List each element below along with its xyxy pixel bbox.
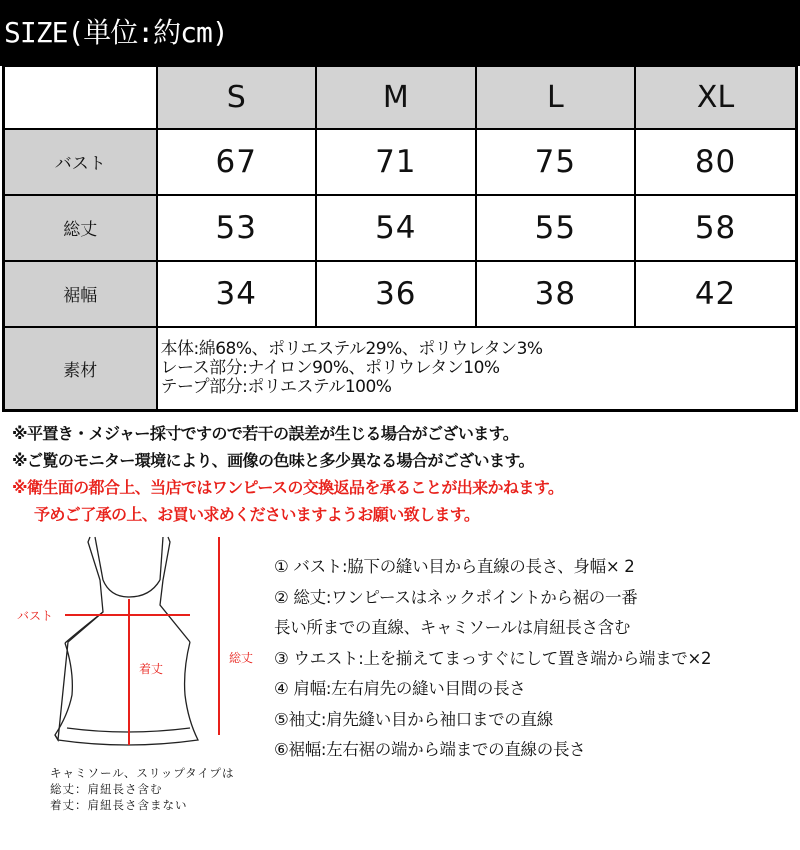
row-label: バスト xyxy=(4,129,157,195)
kitake-label: 着丈 xyxy=(139,662,164,676)
size-header-l: L xyxy=(476,66,636,129)
table-cell: 67 xyxy=(157,129,317,195)
table-cell: 36 xyxy=(316,261,476,327)
table-row-total-length xyxy=(4,195,797,261)
table-cell: 53 xyxy=(157,195,317,261)
definition-shoulder: ④ 肩幅:左右肩先の縫い目間の長さ xyxy=(274,679,526,698)
definition-sleeve: ⑤袖丈:肩先縫い目から袖口までの直線 xyxy=(274,709,553,729)
table-row-hem-width xyxy=(4,261,797,327)
material-line: レース部分:ナイロン90%、ポリウレタン10% xyxy=(160,357,500,378)
size-header-row xyxy=(4,66,797,129)
row-label: 裾幅 xyxy=(4,261,157,327)
note-measurement: ※平置き・メジャー採寸ですので若干の誤差が生じる場合がございます。 xyxy=(12,424,519,443)
row-label: 素材 xyxy=(4,327,157,411)
notes xyxy=(12,420,563,528)
size-header-s: S xyxy=(157,66,317,129)
size-header-xl: XL xyxy=(635,66,796,129)
definition-total-length-cont: 長い所までの直線、キャミソールは肩紐長さ含む xyxy=(274,618,631,637)
definition-hem: ⑥裾幅:左右裾の端から端までの直線の長さ xyxy=(274,740,586,759)
caption-line: 着丈：肩紐長さ含まない xyxy=(50,798,188,812)
corner-cell xyxy=(4,66,157,129)
row-label: 総丈 xyxy=(4,195,157,261)
size-header-m: M xyxy=(316,66,476,129)
definition-waist: ③ ウエスト:上を揃えてまっすぐにして置き端から端まで×2 xyxy=(274,648,712,668)
table-cell: 71 xyxy=(316,129,476,195)
table-cell: 38 xyxy=(476,261,636,327)
diagram-caption xyxy=(50,765,235,813)
caption-line: キャミソール、スリップタイプは xyxy=(50,766,235,780)
table-cell: 42 xyxy=(635,261,796,327)
caption-line: 総丈：肩紐長さ含む xyxy=(50,782,163,796)
size-table xyxy=(2,64,798,412)
table-row-material xyxy=(4,327,797,411)
table-row-bust xyxy=(4,129,797,195)
table-cell: 55 xyxy=(476,195,636,261)
soutake-label: 総丈 xyxy=(229,651,254,665)
table-cell: 54 xyxy=(316,195,476,261)
note-no-returns: ※衛生面の都合上、当店ではワンピースの交換返品を承ることが出来かねます。 xyxy=(12,478,564,497)
bust-label: バスト xyxy=(17,609,54,623)
table-cell: 75 xyxy=(476,129,636,195)
material-line: 本体:綿68%、ポリエステル29%、ポリウレタン3% xyxy=(160,338,543,359)
note-monitor: ※ご覧のモニター環境により、画像の色味と多少異なる場合がございます。 xyxy=(12,451,534,470)
size-chart-title: SIZE(単位:約cm) xyxy=(0,0,800,66)
measurement-definitions xyxy=(274,552,711,766)
table-cell: 34 xyxy=(157,261,317,327)
note-acknowledge: 予めご了承の上、お買い求めくださいますようお願い致します。 xyxy=(34,505,480,524)
table-cell: 58 xyxy=(635,195,796,261)
definition-bust: ① バスト:脇下の縫い目から直線の長さ、身幅× 2 xyxy=(274,557,635,576)
material-line: テープ部分:ポリエステル100% xyxy=(160,376,392,397)
table-cell: 80 xyxy=(635,129,796,195)
definition-total-length: ② 総丈:ワンピースはネックポイントから裾の一番 xyxy=(274,587,638,607)
material-cell xyxy=(157,327,797,411)
